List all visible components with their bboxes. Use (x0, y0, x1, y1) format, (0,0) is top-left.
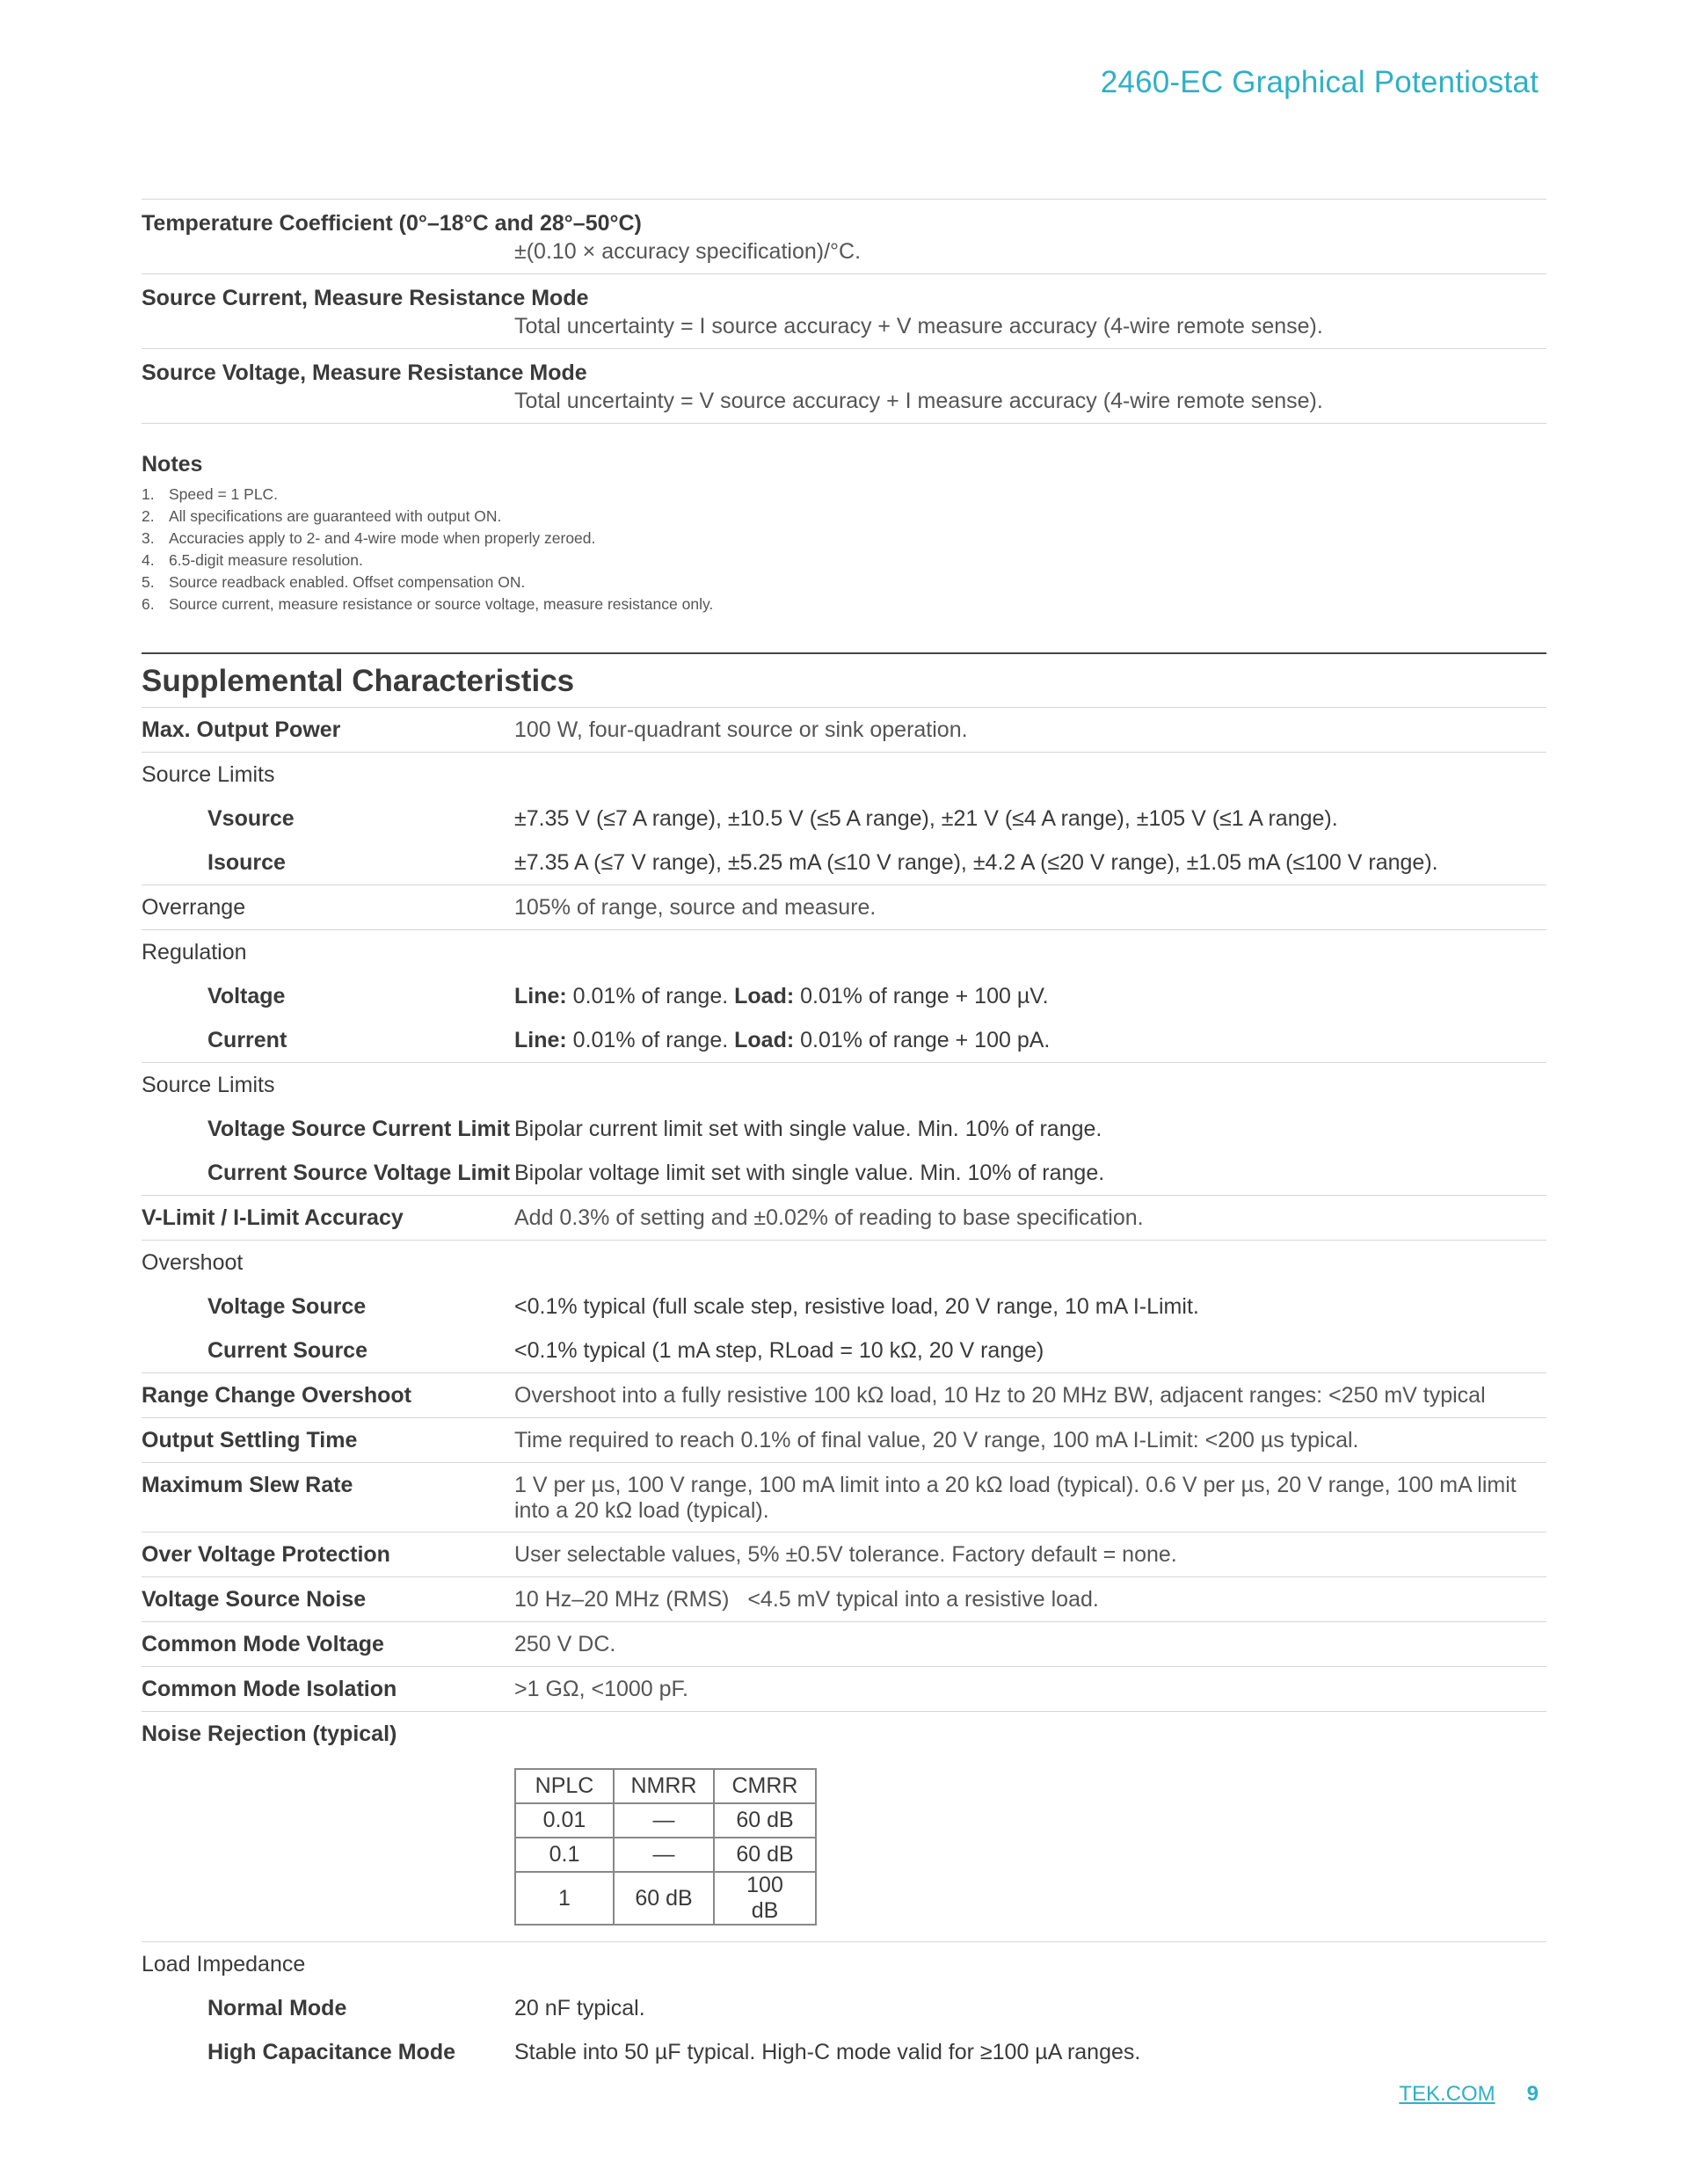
note-number: 6. (142, 595, 155, 613)
row-voltage-source-current-limit (142, 1107, 1546, 1151)
row-common-mode-isolation (142, 1666, 1546, 1711)
note-number: 4. (142, 551, 155, 569)
row-voltage-source-noise (142, 1576, 1546, 1621)
row-label: Normal Mode (207, 1996, 347, 2020)
line-label: Line: (514, 1028, 567, 1052)
row-label: Noise Rejection (typical) (142, 1722, 397, 1746)
section-title: Supplemental Characteristics (142, 664, 575, 698)
table-cell: 60 dB (714, 1803, 816, 1838)
table-row (515, 1803, 816, 1838)
row-range-change-overshoot (142, 1372, 1546, 1417)
supplemental-characteristics (142, 652, 1546, 2074)
row-label: Isource (207, 850, 286, 875)
row-value: 250 V DC. (514, 1632, 616, 1656)
spec-value: Total uncertainty = V source accuracy + I measure accuracy (4-wire remote sense). (514, 389, 1323, 413)
noise-rejection-table (514, 1768, 817, 1926)
row-value (514, 974, 1546, 1018)
row-label: Regulation (142, 940, 247, 965)
column-header: NPLC (515, 1769, 614, 1803)
row-regulation (142, 929, 1546, 974)
row-label: Range Change Overshoot (142, 1383, 411, 1408)
row-label: Voltage (207, 984, 286, 1008)
spec-source-current-measure-resistance (142, 273, 1546, 348)
note-text: Source current, measure resistance or source voltage, measure resistance only. (169, 595, 714, 613)
row-label: Voltage Source Noise (142, 1587, 367, 1612)
note-item (142, 484, 1546, 506)
row-value: <0.1% typical (1 mA step, RLoad = 10 kΩ, 20 V range) (514, 1338, 1044, 1363)
row-overrange (142, 885, 1546, 929)
row-label: Max. Output Power (142, 717, 341, 742)
row-value: Bipolar current limit set with single value. Min. 10% of range. (514, 1117, 1102, 1141)
row-max-slew-rate (142, 1462, 1546, 1532)
table-row (515, 1872, 816, 1925)
row-load-impedance (142, 1941, 1546, 1986)
line-label: Line: (514, 984, 567, 1008)
spec-value: Total uncertainty = I source accuracy + V measure accuracy (4-wire remote sense). (514, 314, 1323, 339)
note-text: Speed = 1 PLC. (169, 485, 279, 503)
row-label: Source Limits (142, 1073, 275, 1097)
row-value: 100 W, four-quadrant source or sink operation. (514, 717, 968, 742)
table-cell: 1 (515, 1872, 614, 1925)
row-limit-accuracy (142, 1195, 1546, 1240)
load-value: 0.01% of range + 100 µV. (794, 984, 1049, 1008)
note-item (142, 593, 1546, 615)
line-value: 0.01% of range. (566, 984, 735, 1008)
row-value: ±7.35 A (≤7 V range), ±5.25 mA (≤10 V range), ±4.2 A (≤20 V range), ±1.05 mA (≤100 V range). (514, 850, 1438, 875)
row-value (514, 1018, 1546, 1062)
note-text: All specifications are guaranteed with output ON. (169, 507, 502, 525)
row-label: Current Source Voltage Limit (207, 1161, 511, 1185)
note-item (142, 571, 1546, 593)
row-value: 105% of range, source and measure. (514, 895, 877, 920)
row-label: Output Settling Time (142, 1428, 358, 1452)
document-title: 2460-EC Graphical Potentiostat (1100, 65, 1539, 99)
spec-label: Source Voltage, Measure Resistance Mode (142, 360, 587, 385)
row-value: Time required to reach 0.1% of final value, 20 V range, 100 mA I-Limit: <200 µs typical. (514, 1428, 1359, 1452)
row-value: Stable into 50 µF typical. High-C mode valid for ≥100 µA ranges. (514, 2040, 1141, 2064)
row-max-output-power (142, 707, 1546, 752)
row-current-source-voltage-limit (142, 1151, 1546, 1195)
row-common-mode-voltage (142, 1621, 1546, 1666)
row-overshoot-voltage-source (142, 1285, 1546, 1329)
row-noise-rejection (142, 1711, 1546, 1926)
row-value: User selectable values, 5% ±0.5V tolerance. Factory default = none. (514, 1542, 1177, 1567)
table-cell: 0.01 (515, 1803, 614, 1838)
row-label: Common Mode Isolation (142, 1677, 397, 1701)
column-header: NMRR (614, 1769, 714, 1803)
row-label: V-Limit / I-Limit Accuracy (142, 1205, 404, 1230)
row-label: High Capacitance Mode (207, 2040, 455, 2064)
row-label: Overshoot (142, 1250, 244, 1275)
notes-section (142, 423, 1546, 615)
row-label: Current Source (207, 1338, 367, 1363)
note-number: 5. (142, 573, 155, 591)
row-label: Maximum Slew Rate (142, 1473, 353, 1497)
column-header: CMRR (714, 1769, 816, 1803)
row-label: Voltage Source Current Limit (207, 1117, 511, 1141)
row-regulation-current (142, 1018, 1546, 1062)
load-value: 0.01% of range + 100 pA. (794, 1028, 1051, 1052)
row-normal-mode (142, 1986, 1546, 2030)
table-cell: 60 dB (714, 1838, 816, 1872)
table-row (515, 1838, 816, 1872)
spec-temperature-coefficient (142, 199, 1546, 273)
note-text: Source readback enabled. Offset compensation ON. (169, 573, 526, 591)
row-source-limits-2 (142, 1062, 1546, 1107)
table-cell: 100 dB (714, 1872, 816, 1925)
spec-label: Temperature Coefficient (0°–18°C and 28°–50°C) (142, 211, 642, 236)
row-value: Bipolar voltage limit set with single value. Min. 10% of range. (514, 1161, 1105, 1185)
row-label: Over Voltage Protection (142, 1542, 390, 1567)
row-high-capacitance-mode (142, 2030, 1546, 2074)
note-text: Accuracies apply to 2- and 4-wire mode when properly zeroed. (169, 529, 596, 547)
spec-label: Source Current, Measure Resistance Mode (142, 286, 589, 310)
spec-value: ±(0.10 × accuracy specification)/°C. (514, 239, 862, 264)
notes-list (142, 484, 1546, 615)
spec-content (142, 199, 1546, 2074)
row-value: Overshoot into a fully resistive 100 kΩ load, 10 Hz to 20 MHz BW, adjacent ranges: <250 mV typical (514, 1383, 1486, 1408)
page-footer (1399, 2082, 1539, 2107)
note-number: 2. (142, 507, 155, 525)
table-cell: 60 dB (614, 1872, 714, 1925)
row-label: Load Impedance (142, 1952, 306, 1977)
row-value: >1 GΩ, <1000 pF. (514, 1677, 688, 1701)
row-label: Source Limits (142, 762, 275, 787)
row-value: Add 0.3% of setting and ±0.02% of reading to base specification. (514, 1205, 1144, 1230)
spec-source-voltage-measure-resistance (142, 348, 1546, 423)
row-label: Common Mode Voltage (142, 1632, 384, 1656)
note-number: 1. (142, 485, 155, 503)
row-over-voltage-protection (142, 1532, 1546, 1576)
row-overshoot-current-source (142, 1329, 1546, 1372)
table-cell: — (614, 1803, 714, 1838)
row-label: Vsource (207, 806, 295, 831)
row-value: <0.1% typical (full scale step, resistive load, 20 V range, 10 mA I-Limit. (514, 1294, 1199, 1319)
load-label: Load: (734, 984, 795, 1008)
row-label: Current (207, 1028, 287, 1052)
note-number: 3. (142, 529, 155, 547)
table-cell: 0.1 (515, 1838, 614, 1872)
row-isource (142, 841, 1546, 885)
row-value: 1 V per µs, 100 V range, 100 mA limit into a 20 kΩ load (typical). 0.6 V per µs, 20 V range, 100 mA limit into a 20 kΩ load (typical). (514, 1473, 1517, 1523)
load-label: Load: (734, 1028, 795, 1052)
notes-title: Notes (142, 452, 203, 477)
row-source-limits (142, 752, 1546, 797)
tek-link[interactable]: TEK.COM (1399, 2082, 1495, 2106)
row-label: Voltage Source (207, 1294, 367, 1319)
note-item (142, 506, 1546, 528)
table-cell: — (614, 1838, 714, 1872)
table-header-row (515, 1769, 816, 1803)
row-output-settling-time (142, 1417, 1546, 1462)
row-label: Overrange (142, 895, 246, 920)
page-number: 9 (1526, 2082, 1539, 2106)
line-value: 0.01% of range. (566, 1028, 735, 1052)
row-value: 10 Hz–20 MHz (RMS) <4.5 mV typical into a resistive load. (514, 1587, 1099, 1612)
note-text: 6.5-digit measure resolution. (169, 551, 363, 569)
row-value: 20 nF typical. (514, 1996, 645, 2020)
row-value: ±7.35 V (≤7 A range), ±10.5 V (≤5 A range), ±21 V (≤4 A range), ±105 V (≤1 A range). (514, 806, 1338, 831)
note-item (142, 550, 1546, 571)
row-overshoot (142, 1240, 1546, 1285)
row-regulation-voltage (142, 974, 1546, 1018)
note-item (142, 528, 1546, 550)
row-vsource (142, 797, 1546, 841)
